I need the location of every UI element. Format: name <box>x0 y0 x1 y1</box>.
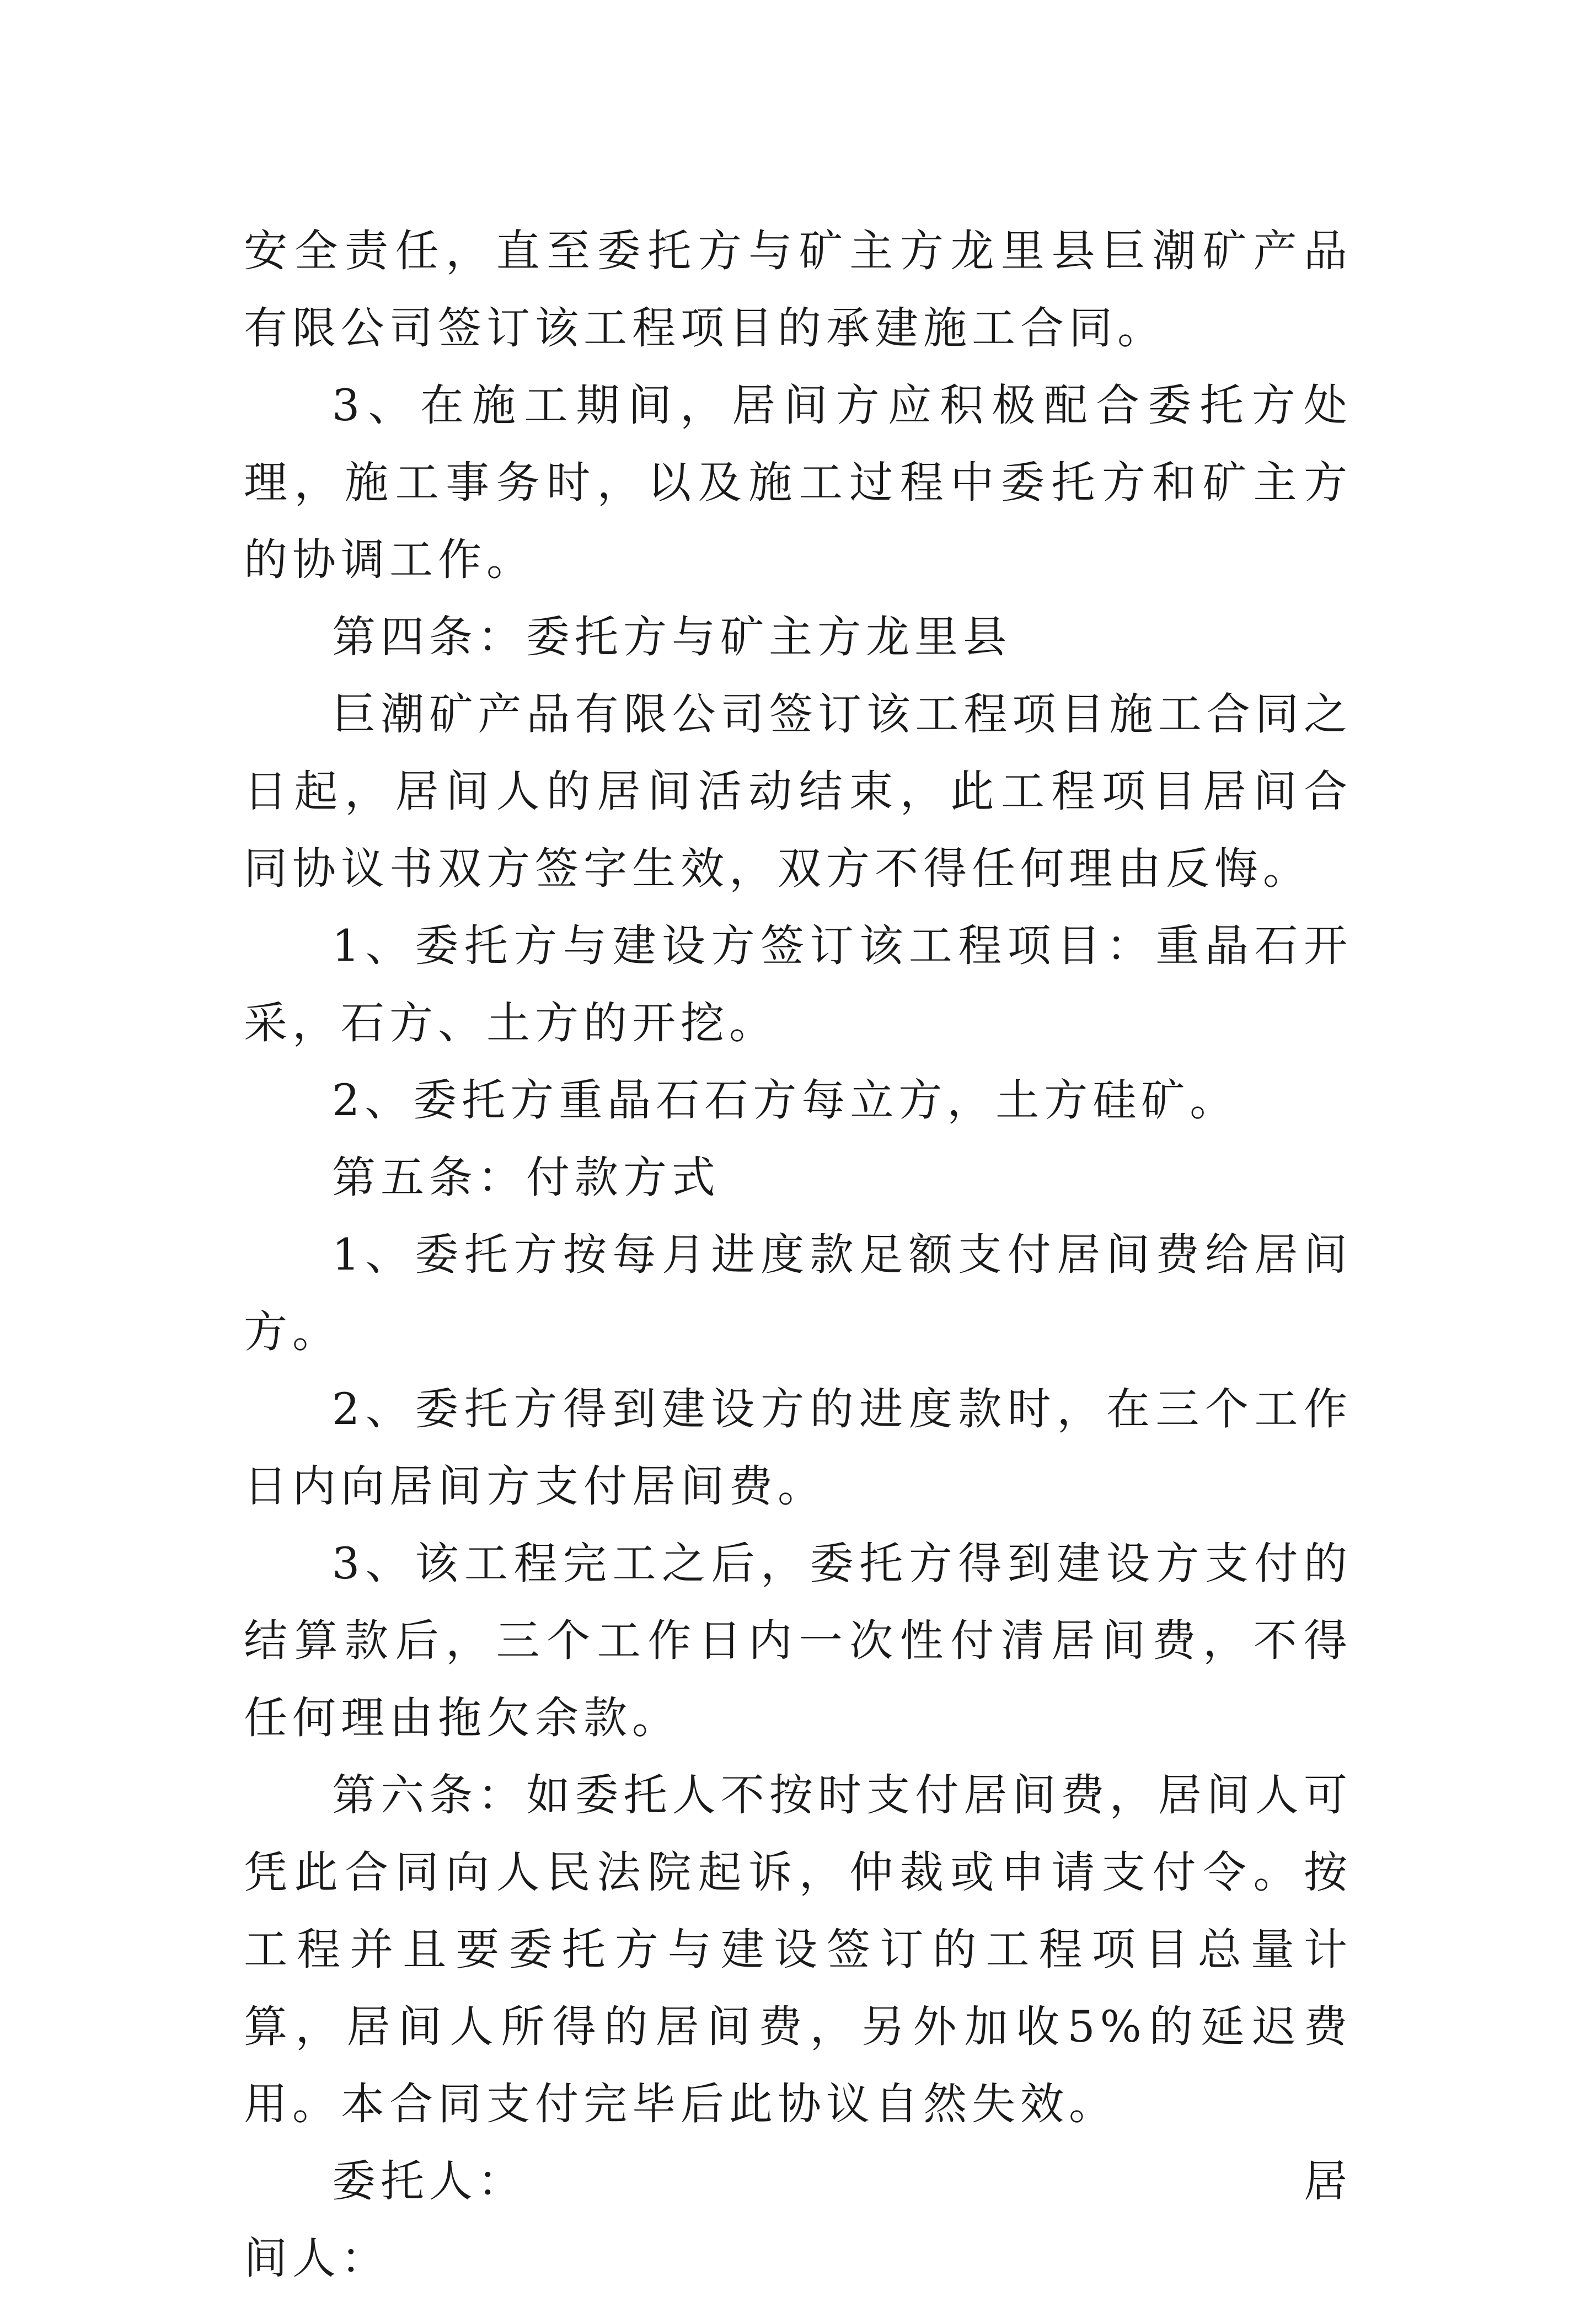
paragraph-monthly-payment: 1、委托方按每月进度款足额支付居间费给居间方。 <box>244 1229 1352 1357</box>
intermediary-signature-label-end: 间人： <box>244 2233 389 2284</box>
intermediary-signature-label-start: 居 <box>1304 2156 1352 2207</box>
paragraph-construction-cooperation: 3、在施工期间，居间方应积极配合委托方处理，施工事务时，以及施工过程中委托方和矿主方的协调工作。 <box>244 380 1352 585</box>
paragraph-safety-responsibility: 安全责任，直至委托方与矿主方龙里县巨潮矿产品有限公司签订该工程项目的承建施工合同。 <box>244 226 1352 354</box>
paragraph-contract-effective: 巨潮矿产品有限公司签订该工程项目施工合同之日起，居间人的居间活动结束，此工程项目居间合同协议书双方签字生效，双方不得任何理由反悔。 <box>244 689 1352 894</box>
paragraph-unit-price: 2、委托方重晶石石方每立方，土方硅矿。 <box>332 1075 1239 1126</box>
document-body <box>244 212 1352 2297</box>
article-five-heading: 第五条：付款方式 <box>332 1152 720 1203</box>
client-signature-label: 委托人： <box>332 2156 526 2207</box>
signature-line <box>244 2143 1352 2220</box>
paragraph-project-scope: 1、委托方与建设方签订该工程项目：重晶石开采，石方、土方的开挖。 <box>244 920 1352 1048</box>
article-four-heading: 第四条：委托方与矿主方龙里县 <box>332 612 1011 662</box>
article-six-paragraph: 第六条：如委托人不按时支付居间费，居间人可凭此合同向人民法院起诉，仲裁或申请支付令。按工程并且要委托方与建设签订的工程项目总量计算，居间人所得的居间费，另外加收5%的延迟费用。本合同支付完毕后此协议自然失效。 <box>244 1770 1352 2129</box>
paragraph-progress-payment: 2、委托方得到建设方的进度款时，在三个工作日内向居间方支付居间费。 <box>244 1384 1352 1512</box>
paragraph-final-settlement: 3、该工程完工之后，委托方得到建设方支付的结算款后，三个工作日内一次性付清居间费，不得任何理由拖欠余款。 <box>244 1538 1352 1743</box>
